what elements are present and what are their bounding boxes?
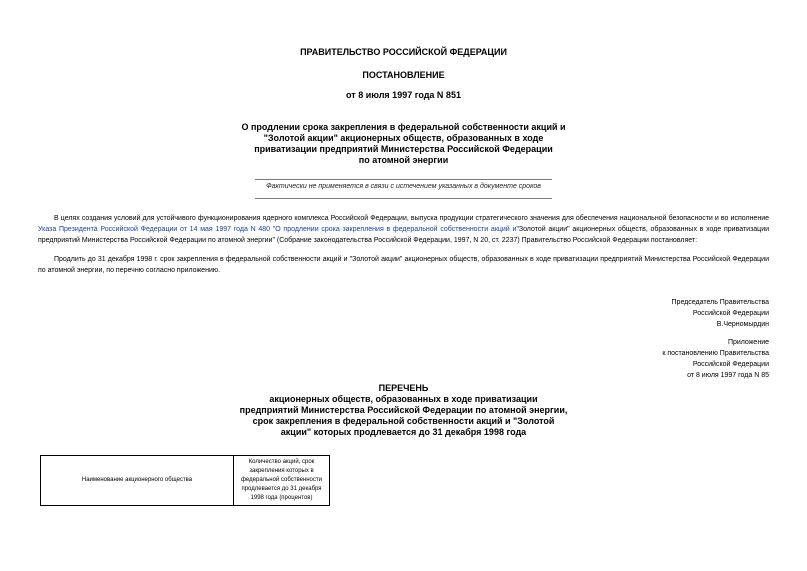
divider-bottom [255,198,552,199]
appendix-date: от 8 июля 1997 года N 85 [687,372,769,379]
golden-share-link[interactable]: "Золотой акции" [516,226,570,233]
list-title-line: предприятий Министерства Российской Федерации по атомной энергии, [239,405,568,415]
column-header-line: продлевается до 31 декабря [241,486,322,492]
list-title-line: акционерных обществ, образованных в ходе приватизации [269,394,538,404]
list-title-line: акции" которых продлевается до 31 декабря 1998 года [280,427,527,437]
document-type: ПОСТАНОВЛЕНИЕ [362,70,445,80]
list-heading-block [180,383,627,438]
column-header-line: 1998 года (процентов) [250,495,313,501]
signature-position: Председатель Правительства [671,299,769,306]
preamble-text-start: В целях создания условий для устойчивого функционирования ядерного комплекса Российской Федерации, выпуска продукции стратегического значения для обеспечения национальной безопасности и во исполнение [54,215,769,222]
resolution-paragraph: Продлить до 31 декабря 1998 г. срок закрепления в федеральной собственности акций и "Золотой акции" акционерных обществ, образованных в ходе приватизации предприятий Министерства Российской Федерации по атомной энергии, по перечню согласно приложению. [38,256,769,274]
document-title [180,122,627,166]
presidential-decree-link[interactable]: Указа Президента Российской Федерации от 14 мая 1997 года N 480 "О продлении срока закрепления в федеральной собственности акций и [38,226,517,233]
title-line: "Золотой акции" акционерных обществ, образованных в ходе [263,133,544,143]
appendix-ref: к постановлению Правительства [662,350,769,357]
appendix-label: Приложение [727,339,769,346]
divider-top [255,179,552,180]
preamble-text-end: акционерных обществ, образованных в ходе приватизации предприятий Министерства Российской Федерации по атомной энергии" (Собрание законодательства Российской Федерации, 1997, N 20, ст. 2237) Правительство Российской Федерации постановляет: [38,226,770,244]
status-note: Фактически не применяется в связи с истечением указанных в документе сроков [266,183,541,190]
signature-block [569,297,769,330]
companies-table [40,455,330,506]
government-name: ПРАВИТЕЛЬСТВО РОССИЙСКОЙ ФЕДЕРАЦИИ [300,47,507,57]
signature-country: Российской Федерации [692,310,769,317]
column-header-company-name: Наименование акционерного общества [41,456,234,506]
list-title-line: срок закрепления в федеральной собственности акций и "Золотой [252,416,555,426]
title-line: О продлении срока закрепления в федеральной собственности акций и [241,122,566,132]
appendix-country: Российской Федерации [692,361,769,368]
column-header-line: закрепления которых в [249,468,314,474]
list-heading: ПЕРЕЧЕНЬ [378,383,429,393]
preamble-paragraph [38,213,769,246]
signature-name: В.Черномырдин [716,321,769,328]
column-header-shares [234,456,330,506]
title-line: приватизации предприятий Министерства Российской Федерации [254,144,553,154]
column-header-line: Количество акций, срок [248,459,315,465]
document-date-number: от 8 июля 1997 года N 851 [346,90,461,100]
column-header-line: федеральной собственности [241,477,322,483]
title-line: по атомной энергии [358,155,449,165]
table-header-row [41,456,330,506]
appendix-block [569,337,769,381]
